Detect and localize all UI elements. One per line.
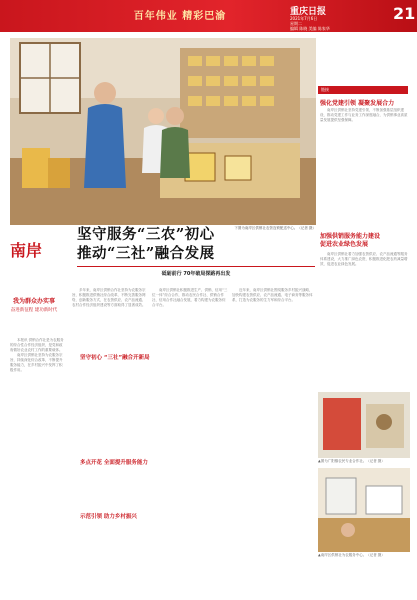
sidebar-photo-2 xyxy=(318,468,410,552)
sidebar-text-1 xyxy=(320,108,408,228)
newspaper-logo: 重庆日报 xyxy=(290,7,327,17)
column-badge xyxy=(10,298,58,332)
sidebar-text-2 xyxy=(320,252,408,387)
body-column-2 xyxy=(152,288,228,588)
section-heading-1: 坚守初心 “三社”融合开新局 xyxy=(80,355,150,361)
district-label: 南岸 xyxy=(10,241,43,260)
sidebar-photo-2-caption: ▲南岸区供销社为农服务中心。（记者 摄） xyxy=(318,553,385,557)
header-date: 2021年7月6日 xyxy=(290,16,318,21)
sidebar-paragraph: 南岸区供销社坚持党建引领，不断加强基层组织建设，推动党建工作与业务工作深度融合，为供销事业高质量发展提供坚强保障。 xyxy=(320,108,408,122)
main-photo-caption: 下图为南岸区供销社农资连锁配送中心。（记者 摄） xyxy=(234,226,316,230)
article-headline xyxy=(77,225,215,263)
section-heading-3: 示范引领 助力乡村振兴 xyxy=(80,514,137,520)
sidebar-photo-2-scene xyxy=(318,468,410,552)
left-column-text xyxy=(10,338,65,588)
body-column-1 xyxy=(72,288,148,588)
headline-line-1: 坚守服务“三农”初心 xyxy=(77,226,215,243)
main-photo-scene xyxy=(10,38,316,225)
sidebar-photo-1 xyxy=(318,392,410,458)
sidebar-tag: 链接 xyxy=(318,86,408,94)
headline-divider xyxy=(77,266,315,267)
header-meta xyxy=(290,16,360,31)
sidebar-heading-2-line-2: 促进农业绿色发展 xyxy=(320,241,369,248)
header-title: 百年伟业 精彩巴渝 xyxy=(133,11,227,22)
sidebar-heading-2 xyxy=(320,233,408,249)
sidebar-heading-2-line-1: 加强供销服务能力建设 xyxy=(320,233,381,240)
column-badge-title: 我为群众办实事 xyxy=(12,298,55,305)
body-column-3 xyxy=(232,288,314,588)
headline-line-2: 推动“三社”融合发展 xyxy=(77,245,215,262)
sidebar-paragraph: 南岸区供销社着力加强农资供应、农产品流通等服务体系建设，大力推广绿色农资，积极推进化肥农药减量增效，促进农业绿色发展。 xyxy=(320,252,408,266)
left-paragraph: 南岸区供销社坚持为农服务宗旨，持续深化综合改革，不断提升服务能力，在乡村振兴中发挥了积极作用。 xyxy=(10,353,63,372)
sidebar-photo-1-caption: ▲图为广阳镇农民专业合作社。（记者 摄） xyxy=(318,459,385,463)
body-paragraph: 多年来，南岸区供销合作社坚持为农服务宗旨，积极推进供销社综合改革，不断完善服务网络，创新服务方式，在农资供应、农产品流通、农村合作经济组织建设等方面取得了显著成效。 xyxy=(72,288,146,307)
main-photo xyxy=(10,38,316,225)
sidebar-photo-1-scene xyxy=(318,392,410,458)
body-paragraph: 南岸区供销社积极推进生产、供销、信用“三位一体”综合合作，推动农民合作社、供销合作社、信用合作社融合发展，着力构建为农服务综合平台。 xyxy=(152,288,228,307)
header-weekday: 星期二 xyxy=(290,21,302,26)
page-number: 21 xyxy=(393,4,416,23)
article-subhead: 砥砺前行 70年破局探路再出发 xyxy=(161,271,231,277)
column-badge-subtitle: 奋进新征程 建功新时代 xyxy=(10,308,58,313)
body-paragraph: 近年来，南岸区供销社围绕服务乡村振兴战略，加快构建农资供应、农产品流通、电子商务等服务体系，打造为农服务的生力军和综合平台。 xyxy=(232,288,313,302)
section-heading-2: 多点开花 全面提升服务能力 xyxy=(80,460,148,466)
sidebar-heading-1: 强化党建引领 凝聚发展合力 xyxy=(320,100,395,107)
left-paragraph: 本报讯 供销合作社是为农服务的综合性合作经济组织，是党和政府做好农业农村工作的重要载体。 xyxy=(10,338,64,352)
header-editors: 编辑 陈晓 美编 陈家华 xyxy=(290,26,330,31)
